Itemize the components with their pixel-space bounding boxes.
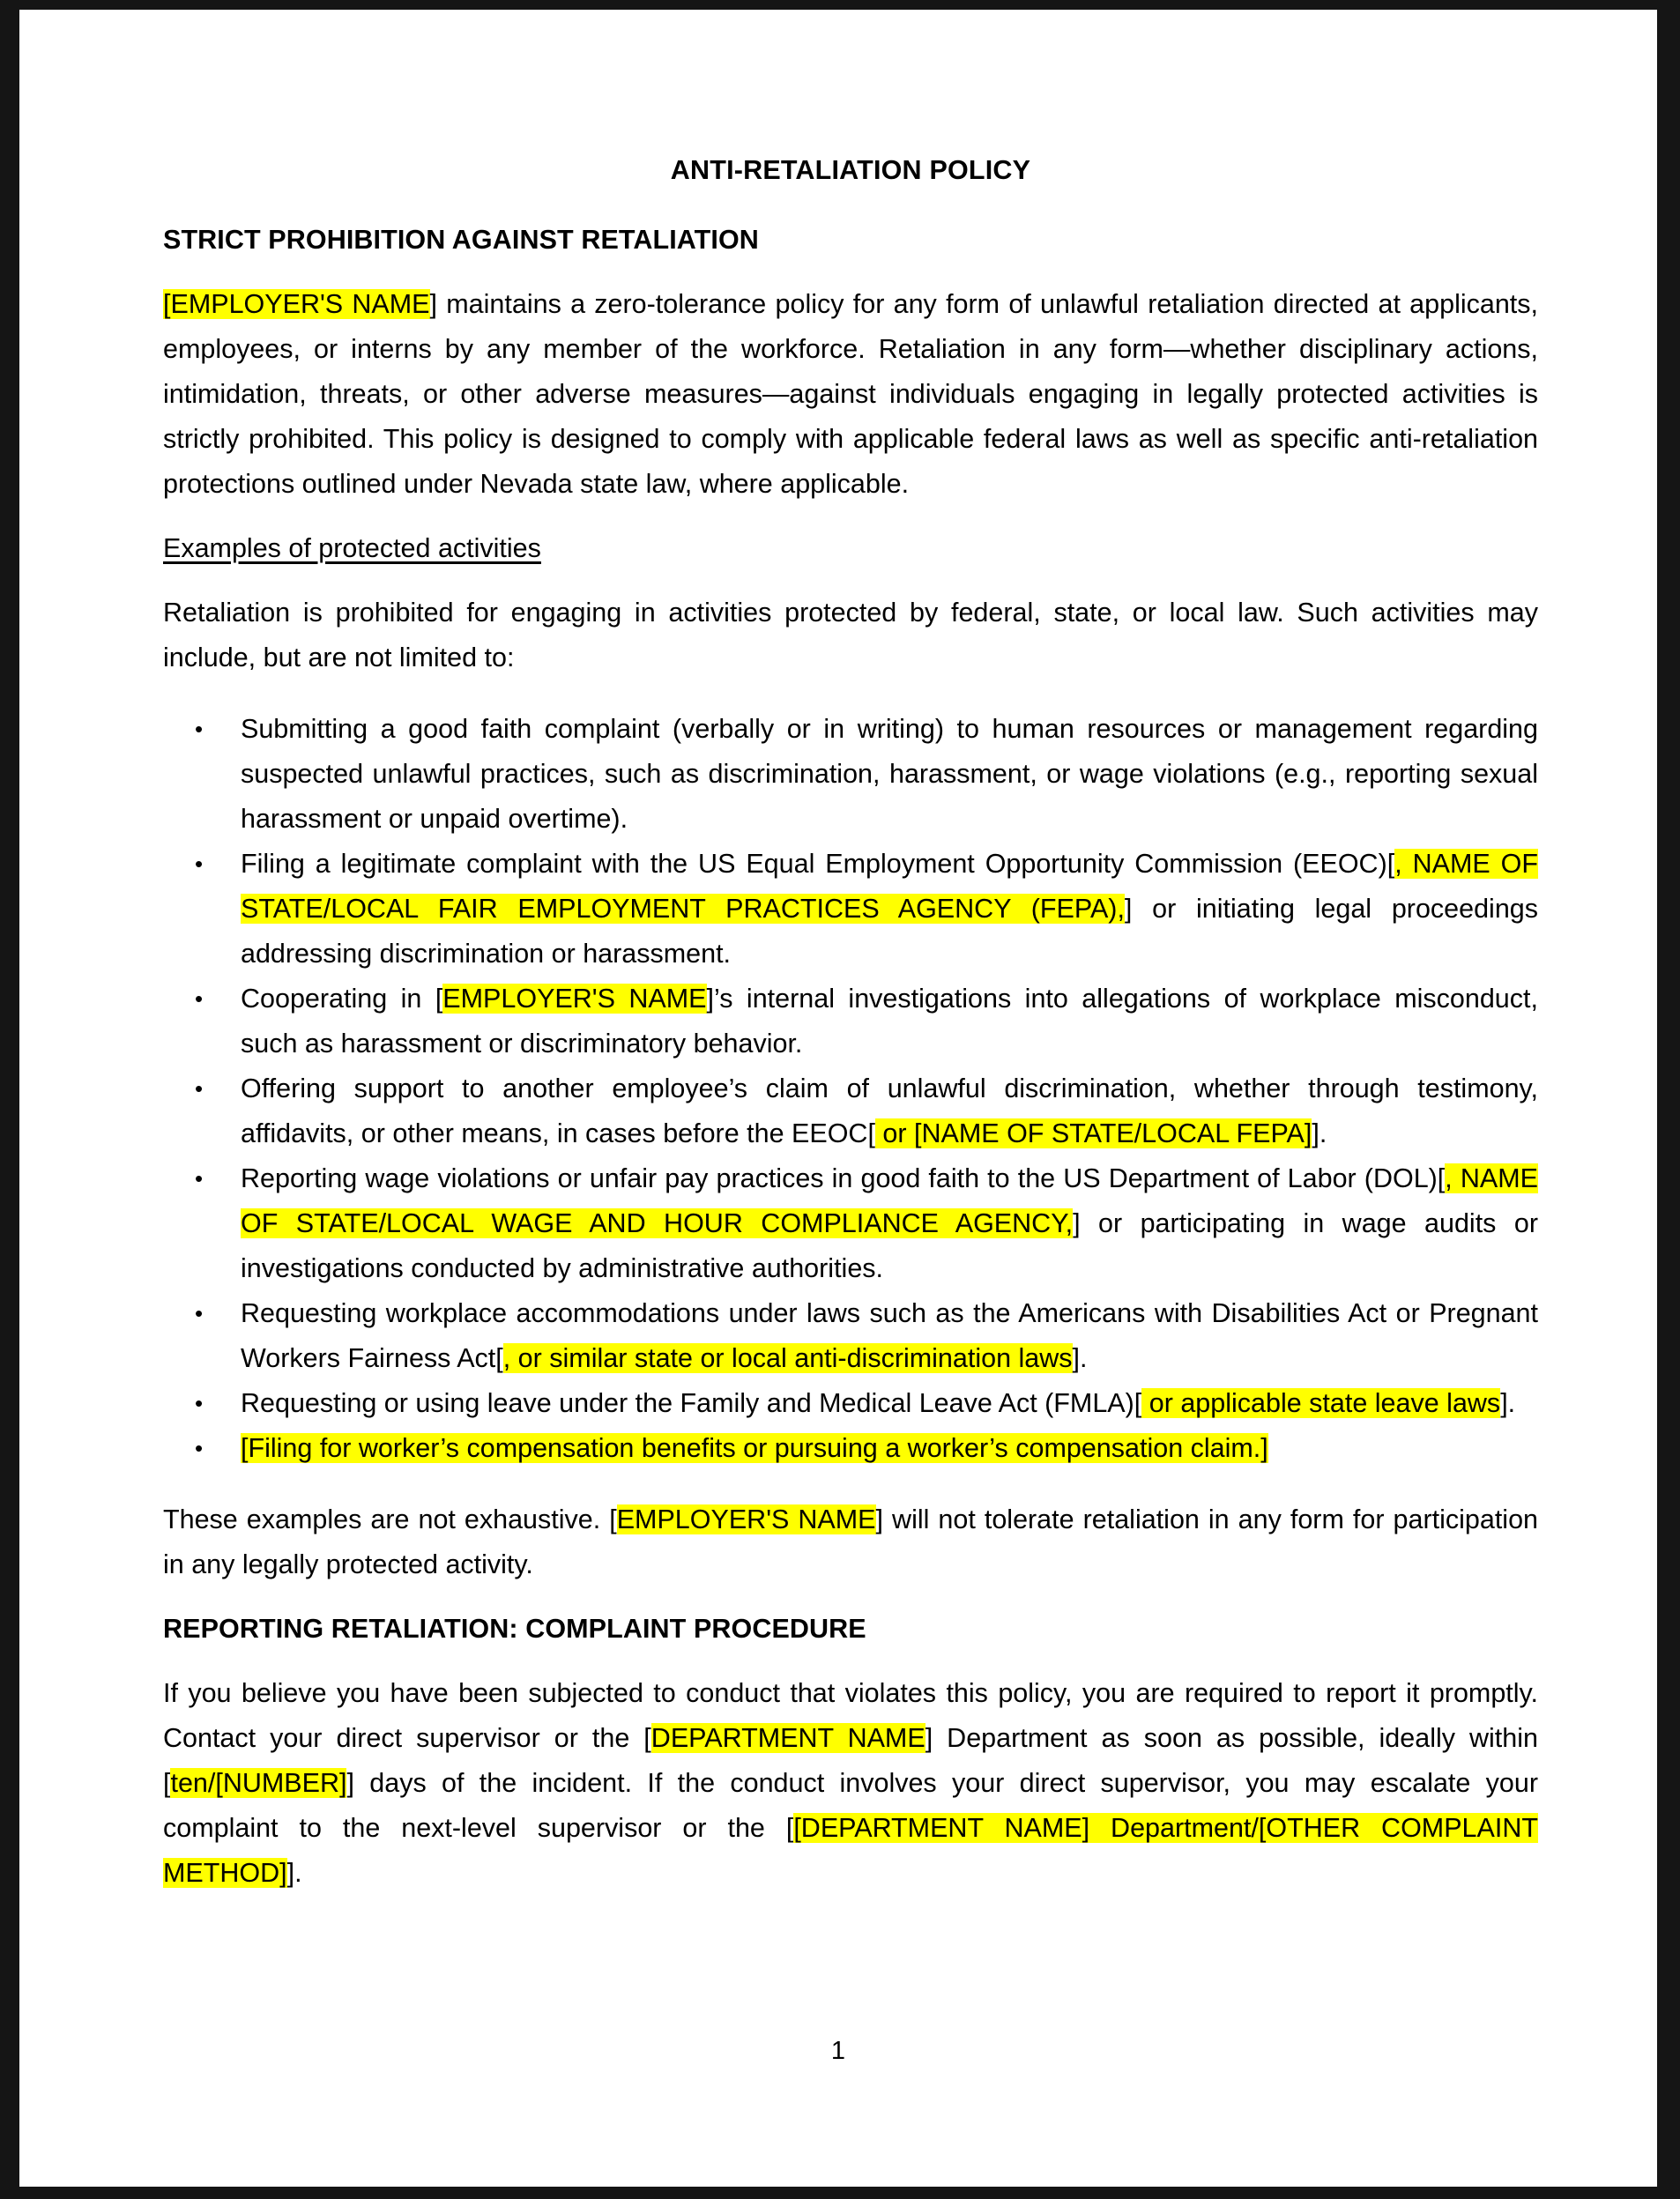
- page-number: 1: [830, 2037, 846, 2065]
- requesting-fmla-leave-run-1-highlighted: or applicable state leave laws: [1141, 1388, 1501, 1418]
- reporting-wage-violations-run-1-highlighted: , NAME OF STATE/LOCAL WAGE AND HOUR COMPLIANCE AGENCY,: [241, 1163, 1538, 1238]
- not-exhaustive-after: ] will not tolerate retaliation in any form for participation in any legally protected activity.: [163, 1504, 1538, 1579]
- list-item-requesting-fmla-leave: [163, 1381, 1538, 1426]
- complaint-procedure-run-3-highlighted: ten/[NUMBER]: [170, 1768, 347, 1798]
- heading-strict-prohibition: STRICT PROHIBITION AGAINST RETALIATION: [163, 225, 759, 255]
- reporting-wage-violations-run-2: ] or participating in wage audits or investigations conducted by administrative authorities.: [241, 1208, 1538, 1283]
- requesting-accommodations-run-0: Requesting workplace accommodations under laws such as the Americans with Disabilities Act or Pregnant Workers Fairness Act[: [241, 1298, 1538, 1373]
- offering-support-testimony-run-1-highlighted: or [NAME OF STATE/LOCAL FEPA]: [874, 1118, 1312, 1148]
- page-title: ANTI-RETALIATION POLICY: [670, 155, 1031, 185]
- page-sheet: [19, 10, 1657, 2187]
- cooperating-internal-investigations-run-0: Cooperating in [: [241, 984, 443, 1014]
- employer-close-bracket: ]: [429, 289, 438, 319]
- scan-border-left: [0, 0, 19, 2199]
- paragraph-zero-tolerance: [163, 282, 1538, 507]
- workers-compensation-claim-run-0-highlighted: [Filing for worker’s compensation benefits or pursuing a worker’s compensation claim.]: [241, 1433, 1268, 1463]
- list-item-reporting-wage-violations: [163, 1156, 1538, 1291]
- cooperating-internal-investigations-run-1-highlighted: EMPLOYER'S NAME: [442, 984, 707, 1014]
- scan-border-bottom: [0, 2187, 1680, 2199]
- eeoc-fepa-complaint-run-2: ] or initiating legal proceedings addressing discrimination or harassment.: [241, 894, 1538, 969]
- list-item-workers-compensation-claim: [163, 1426, 1538, 1471]
- paragraph-examples-lead-in: Retaliation is prohibited for engaging in activities protected by federal, state, or local law. Such activities may include, but are not limited to:: [163, 598, 1538, 672]
- employer-name-placeholder: EMPLOYER'S NAME: [616, 1504, 876, 1534]
- requesting-fmla-leave-run-0: Requesting or using leave under the Family and Medical Leave Act (FMLA)[: [241, 1388, 1142, 1418]
- zero-tolerance-text: maintains a zero-tolerance policy for any form of unlawful retaliation directed at applicants, employees, or interns by any member of the workforce. Retaliation in any form—whether disciplinary actions, intimidation, threats, or other adverse measures—against individuals engaging in legally protected activities is strictly prohibited. This policy is designed to comply with applicable federal laws as well as specific anti-retaliation protections outlined under Nevada state law, where applicable.: [163, 289, 1538, 499]
- complaint-procedure-run-5-highlighted: [DEPARTMENT NAME] Department/[OTHER COMPLAINT METHOD]: [163, 1813, 1538, 1888]
- cooperating-internal-investigations-run-2: ]’s internal investigations into allegations of workplace misconduct, such as harassment or discriminatory behavior.: [241, 984, 1538, 1059]
- paragraph-complaint-procedure: [163, 1671, 1538, 1896]
- list-item-offering-support-testimony: [163, 1066, 1538, 1156]
- complaint-procedure-run-2: ] Department as soon as possible, ideally within [: [163, 1723, 1538, 1798]
- list-item-requesting-accommodations: [163, 1291, 1538, 1381]
- eeoc-fepa-complaint-run-0: Filing a legitimate complaint with the US Equal Employment Opportunity Commission (EEOC)[: [241, 849, 1395, 879]
- complaint-procedure-run-6: ].: [286, 1858, 302, 1888]
- paragraph-not-exhaustive: [163, 1497, 1538, 1587]
- heading-reporting-retaliation: REPORTING RETALIATION: COMPLAINT PROCEDURE: [163, 1614, 866, 1644]
- reporting-wage-violations-run-0: Reporting wage violations or unfair pay practices in good faith to the US Department of Labor (DOL)[: [241, 1163, 1446, 1193]
- protected-activities-list: [163, 707, 1538, 1471]
- good-faith-complaint-run-0: Submitting a good faith complaint (verbally or in writing) to human resources or management regarding suspected unlawful practices, such as discrimination, harassment, or wage violations (e.g., reporting sexual harassment or unpaid overtime).: [241, 714, 1538, 834]
- scan-border-right: [1657, 0, 1680, 2199]
- complaint-procedure-run-1-highlighted: DEPARTMENT NAME: [650, 1723, 925, 1753]
- requesting-fmla-leave-run-2: ].: [1500, 1388, 1516, 1418]
- scan-border-top: [0, 0, 1680, 10]
- requesting-accommodations-run-2: ].: [1072, 1343, 1088, 1373]
- list-item-cooperating-internal-investigations: [163, 977, 1538, 1066]
- list-item-good-faith-complaint: [163, 707, 1538, 842]
- document-body: [163, 155, 1538, 1922]
- employer-name-placeholder: [EMPLOYER'S NAME: [163, 289, 430, 319]
- list-item-eeoc-fepa-complaint: [163, 842, 1538, 977]
- requesting-accommodations-run-1-highlighted: , or similar state or local anti-discrimination laws: [502, 1343, 1073, 1373]
- offering-support-testimony-run-0: Offering support to another employee’s claim of unlawful discrimination, whether through testimony, affidavits, or other means, in cases before the EEOC[: [241, 1073, 1538, 1148]
- eeoc-fepa-complaint-run-1-highlighted: , NAME OF STATE/LOCAL FAIR EMPLOYMENT PRACTICES AGENCY (FEPA),: [241, 849, 1538, 924]
- heading-examples-of-protected-activities: Examples of protected activities: [163, 533, 541, 563]
- offering-support-testimony-run-2: ].: [1312, 1118, 1327, 1148]
- complaint-procedure-run-0: If you believe you have been subjected to conduct that violates this policy, you are required to report it promptly. Contact your direct supervisor or the [: [163, 1678, 1538, 1753]
- not-exhaustive-before: These examples are not exhaustive. [: [163, 1504, 617, 1534]
- complaint-procedure-run-4: ] days of the incident. If the conduct involves your direct supervisor, you may escalate your complaint to the next-level supervisor or the [: [163, 1768, 1538, 1843]
